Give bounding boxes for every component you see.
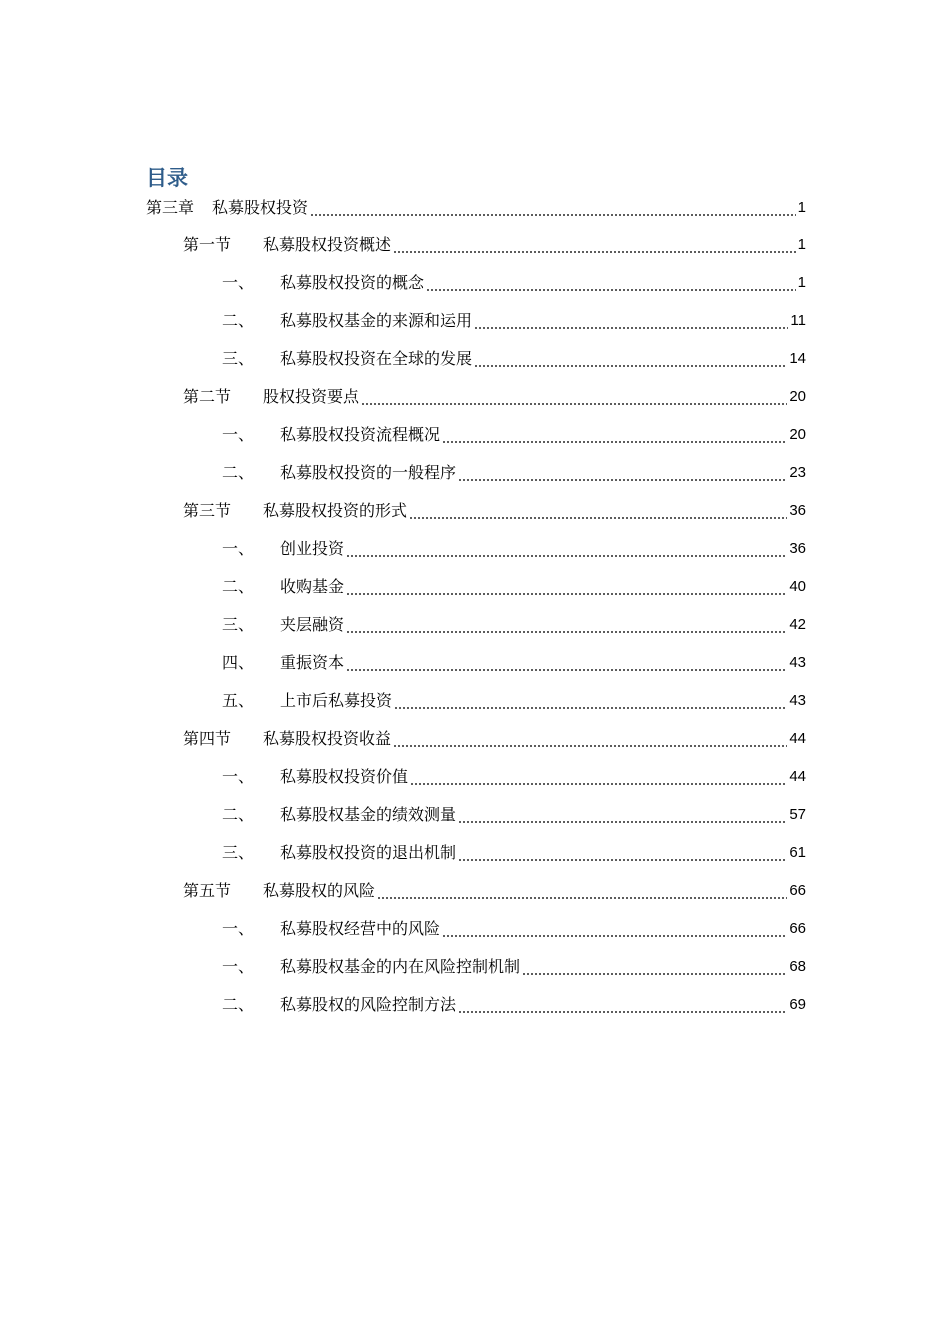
dot-leader (361, 387, 787, 407)
dot-leader (393, 235, 796, 255)
dot-leader (442, 919, 787, 939)
toc-entry-title: 私募股权投资的形式 (263, 501, 408, 520)
toc-entry-number: 二、 (222, 311, 255, 330)
toc-entry-title: 私募股权投资的概念 (280, 273, 425, 292)
dot-leader (393, 729, 787, 749)
toc-entry-number: 二、 (222, 463, 255, 482)
toc-entry-title: 上市后私募投资 (280, 691, 393, 710)
toc-entry-number: 一、 (222, 425, 255, 444)
dot-leader (410, 767, 787, 787)
dot-leader (346, 653, 787, 673)
dot-leader (522, 957, 787, 977)
toc-entry-title: 私募股权经营中的风险 (280, 919, 441, 938)
toc-entry[interactable] (146, 190, 806, 226)
dot-leader (442, 425, 787, 445)
toc-entry[interactable] (146, 910, 806, 948)
toc-entry-page-number: 61 (789, 844, 806, 861)
toc-entry-title: 私募股权投资在全球的发展 (280, 349, 473, 368)
toc-entry[interactable] (146, 530, 806, 568)
dot-leader (458, 805, 787, 825)
dot-leader (409, 501, 787, 521)
toc-entry-title: 私募股权基金的来源和运用 (280, 311, 473, 330)
toc-entry-number: 第二节 (183, 387, 232, 406)
toc-entry-number: 三、 (222, 349, 255, 368)
toc-entry-page-number: 44 (789, 768, 806, 785)
toc-entry-title: 私募股权基金的绩效测量 (280, 805, 457, 824)
toc-entry-page-number: 23 (789, 464, 806, 481)
toc-entry[interactable] (146, 454, 806, 492)
toc-entry-page-number: 66 (789, 920, 806, 937)
toc-entry-title: 私募股权基金的内在风险控制机制 (280, 957, 521, 976)
toc-entry-number: 第三节 (183, 501, 232, 520)
toc-entry[interactable] (146, 720, 806, 758)
toc-entry[interactable] (146, 568, 806, 606)
toc-entry[interactable] (146, 948, 806, 986)
toc-entry-number: 第一节 (183, 235, 232, 254)
toc-entry-title: 私募股权投资价值 (280, 767, 409, 786)
dot-leader (346, 577, 787, 597)
toc-entry-title: 私募股权的风险 (263, 881, 376, 900)
toc-entry-number: 五、 (222, 691, 255, 710)
toc-entry[interactable] (146, 796, 806, 834)
dot-leader (458, 843, 787, 863)
toc-entry-page-number: 11 (790, 312, 806, 329)
toc-entry-title: 私募股权投资 (212, 198, 309, 217)
toc-entry[interactable] (146, 644, 806, 682)
toc-entry[interactable] (146, 872, 806, 910)
toc-entry-page-number: 40 (789, 578, 806, 595)
toc-entry-number: 三、 (222, 615, 255, 634)
toc-entry-page-number: 43 (789, 654, 806, 671)
toc-entry-number: 二、 (222, 577, 255, 596)
toc-entry-page-number: 42 (789, 616, 806, 633)
toc-entry-title: 创业投资 (280, 539, 345, 558)
toc-entry-title: 私募股权投资的一般程序 (280, 463, 457, 482)
toc-entry-title: 私募股权投资的退出机制 (280, 843, 457, 862)
toc-entry-page-number: 68 (789, 958, 806, 975)
toc-entry-number: 第三章 (146, 198, 195, 217)
toc-entry-title: 重振资本 (280, 653, 345, 672)
toc-entry[interactable] (146, 834, 806, 872)
toc-entry-number: 四、 (222, 653, 255, 672)
toc-entry[interactable] (146, 340, 806, 378)
toc-heading: 目录 (146, 166, 188, 190)
toc-entry-title: 私募股权的风险控制方法 (280, 995, 457, 1014)
toc-entry-page-number: 44 (789, 730, 806, 747)
toc-entry-number: 一、 (222, 539, 255, 558)
toc-entry-page-number: 20 (789, 426, 806, 443)
toc-entry-number: 第五节 (183, 881, 232, 900)
toc-entry-title: 私募股权投资概述 (263, 235, 392, 254)
toc-entry-title: 股权投资要点 (263, 387, 360, 406)
toc-entry-page-number: 66 (789, 882, 806, 899)
dot-leader (474, 349, 787, 369)
toc-entry-number: 一、 (222, 273, 255, 292)
dot-leader (458, 995, 787, 1015)
dot-leader (346, 539, 787, 559)
toc-entry-number: 一、 (222, 957, 255, 976)
toc-entry-page-number: 1 (797, 236, 806, 253)
dot-leader (377, 881, 787, 901)
table-of-contents (146, 190, 806, 1024)
dot-leader (310, 198, 796, 218)
toc-entry-page-number: 57 (789, 806, 806, 823)
toc-entry[interactable] (146, 492, 806, 530)
toc-entry[interactable] (146, 378, 806, 416)
toc-entry-number: 一、 (222, 767, 255, 786)
toc-entry[interactable] (146, 302, 806, 340)
toc-entry-number: 第四节 (183, 729, 232, 748)
toc-entry[interactable] (146, 264, 806, 302)
toc-entry-number: 一、 (222, 919, 255, 938)
dot-leader (458, 463, 787, 483)
toc-entry[interactable] (146, 758, 806, 796)
toc-entry-number: 二、 (222, 805, 255, 824)
toc-entry-title: 私募股权投资流程概况 (280, 425, 441, 444)
toc-entry-page-number: 1 (797, 199, 806, 216)
toc-entry-page-number: 43 (789, 692, 806, 709)
toc-entry-page-number: 1 (797, 274, 806, 291)
toc-entry[interactable] (146, 416, 806, 454)
toc-entry[interactable] (146, 226, 806, 264)
dot-leader (346, 615, 787, 635)
toc-entry-title: 夹层融资 (280, 615, 345, 634)
toc-entry[interactable] (146, 682, 806, 720)
toc-entry-number: 二、 (222, 995, 255, 1014)
toc-entry-page-number: 69 (789, 996, 806, 1013)
toc-entry[interactable] (146, 606, 806, 644)
dot-leader (474, 311, 788, 331)
toc-entry-page-number: 20 (789, 388, 806, 405)
toc-entry-page-number: 36 (789, 540, 806, 557)
toc-entry-page-number: 14 (789, 350, 806, 367)
toc-entry-number: 三、 (222, 843, 255, 862)
dot-leader (394, 691, 787, 711)
toc-entry-title: 私募股权投资收益 (263, 729, 392, 748)
toc-entry[interactable] (146, 986, 806, 1024)
toc-entry-page-number: 36 (789, 502, 806, 519)
toc-entry-title: 收购基金 (280, 577, 345, 596)
dot-leader (426, 273, 796, 293)
